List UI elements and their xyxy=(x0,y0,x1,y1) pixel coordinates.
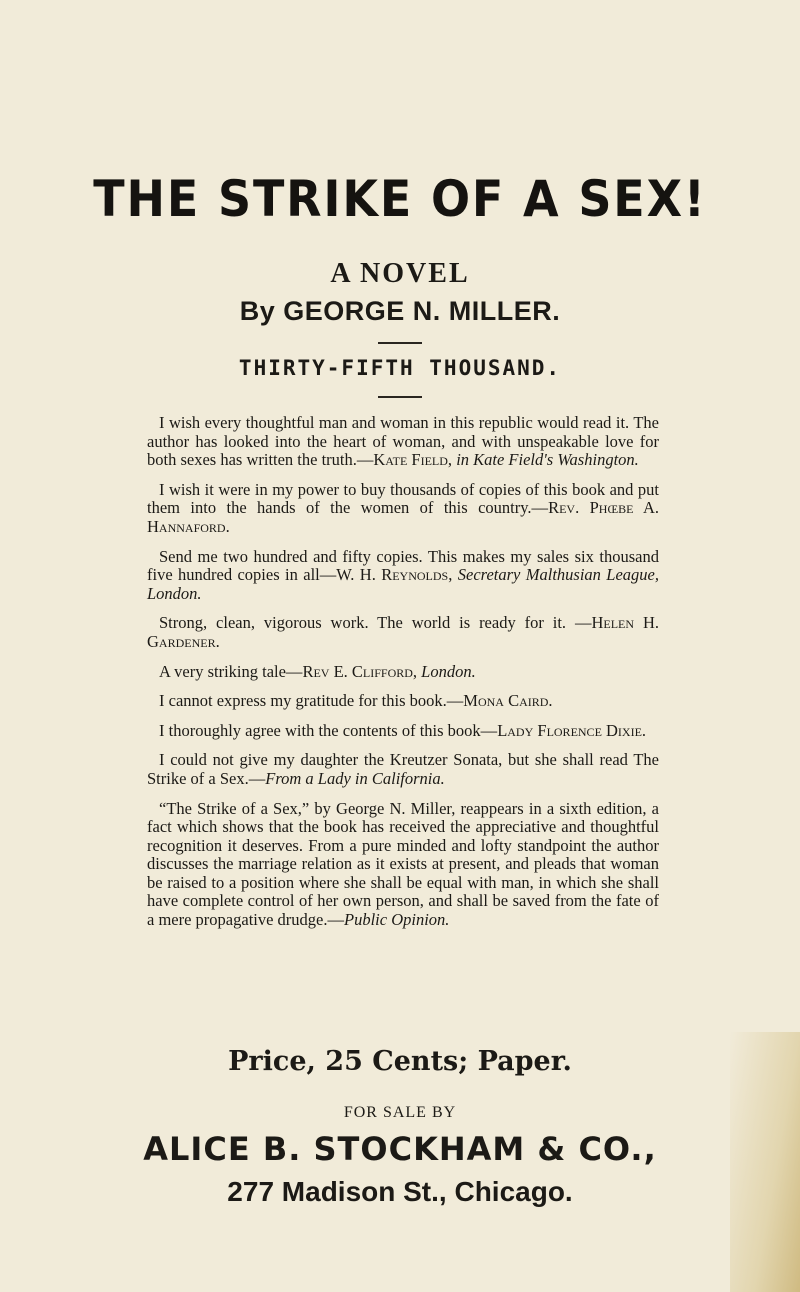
testimonial xyxy=(147,548,659,604)
testimonial xyxy=(147,414,659,470)
testimonial-text: Send me two hundred and fifty copies. This makes my sales six thousand five hundred copies in all— xyxy=(147,546,659,585)
testimonial-text: I thoroughly agree with the contents of this book— xyxy=(159,720,498,740)
publisher-address: 277 Madison St., Chicago. xyxy=(227,1176,573,1207)
for-sale-line: FOR SALE BY xyxy=(343,1104,457,1121)
testimonial xyxy=(147,692,659,711)
testimonial-text: I cannot express my gratitude for this book.— xyxy=(159,691,464,711)
testimonial-text: “The Strike of a Sex,” by George N. Miller, reappears in a sixth edition, a fact which shows that the book has received the appreciative and thoughtful recognition it deserves. From a pure minded and lofty standpoint the author discusses the marriage relation as it exists at present, and pleads that woman be raised to a position where she shall be equal with man, in which she shall have complete control of her own person, and shall be saved from the fate of a mere propagative drudge.— xyxy=(147,798,659,930)
book-subtitle: A NOVEL xyxy=(330,258,470,289)
testimonial-source: Mona Caird. xyxy=(463,691,553,711)
page-edge-stain xyxy=(730,1032,800,1292)
testimonial xyxy=(147,481,659,537)
testimonial-text: I could not give my daughter the Kreutzer Sonata, but she shall read The Strike of a Sex.— xyxy=(147,750,659,788)
testimonial-text: Strong, clean, vigorous work. The world is ready for it. — xyxy=(159,613,592,633)
publisher-name: ALICE B. STOCKHAM & CO., xyxy=(143,1130,657,1168)
testimonial-location: in Kate Field's Washington. xyxy=(452,450,639,470)
testimonial-source: W. H. Reynolds, xyxy=(336,565,453,585)
testimonial xyxy=(147,663,659,682)
testimonial-source: Helen H. Gardener. xyxy=(147,613,659,651)
book-title: THE STRIKE OF A SEX! xyxy=(93,170,707,228)
edition-line: THIRTY-FIFTH THOUSAND. xyxy=(238,356,562,380)
testimonial-source: Lady Florence Dixie. xyxy=(497,720,647,740)
testimonial-text: A very striking tale— xyxy=(159,661,303,681)
testimonial-source: Rev E. Clifford, xyxy=(302,661,418,681)
testimonial xyxy=(147,614,659,651)
testimonial xyxy=(147,722,659,741)
price-line: Price, 25 Cents; Paper. xyxy=(228,1046,572,1077)
testimonial xyxy=(147,751,659,788)
testimonial xyxy=(147,800,659,930)
testimonials xyxy=(147,414,659,941)
testimonial-location: London. xyxy=(417,661,476,681)
testimonial-location: Public Opinion. xyxy=(344,910,450,930)
testimonial-source: Kate Field, xyxy=(373,450,453,470)
divider-bottom xyxy=(378,396,422,398)
testimonial-text: I wish it were in my power to buy thousands of copies of this book and put them into the hands of the women of this country.— xyxy=(147,479,659,518)
testimonial-location: Secretary Malthusian League, London. xyxy=(147,565,659,603)
divider-top xyxy=(378,342,422,344)
author-line: By GEORGE N. MILLER. xyxy=(239,296,561,326)
testimonial-source: Rev. Phœbe A. Hannaford. xyxy=(147,498,659,536)
testimonial-text: I wish every thoughtful man and woman in this republic would read it. The author has looked into the heart of woman, and with unspeakable love for both sexes has written the truth.— xyxy=(147,413,659,470)
testimonial-location: From a Lady in California. xyxy=(265,768,445,788)
